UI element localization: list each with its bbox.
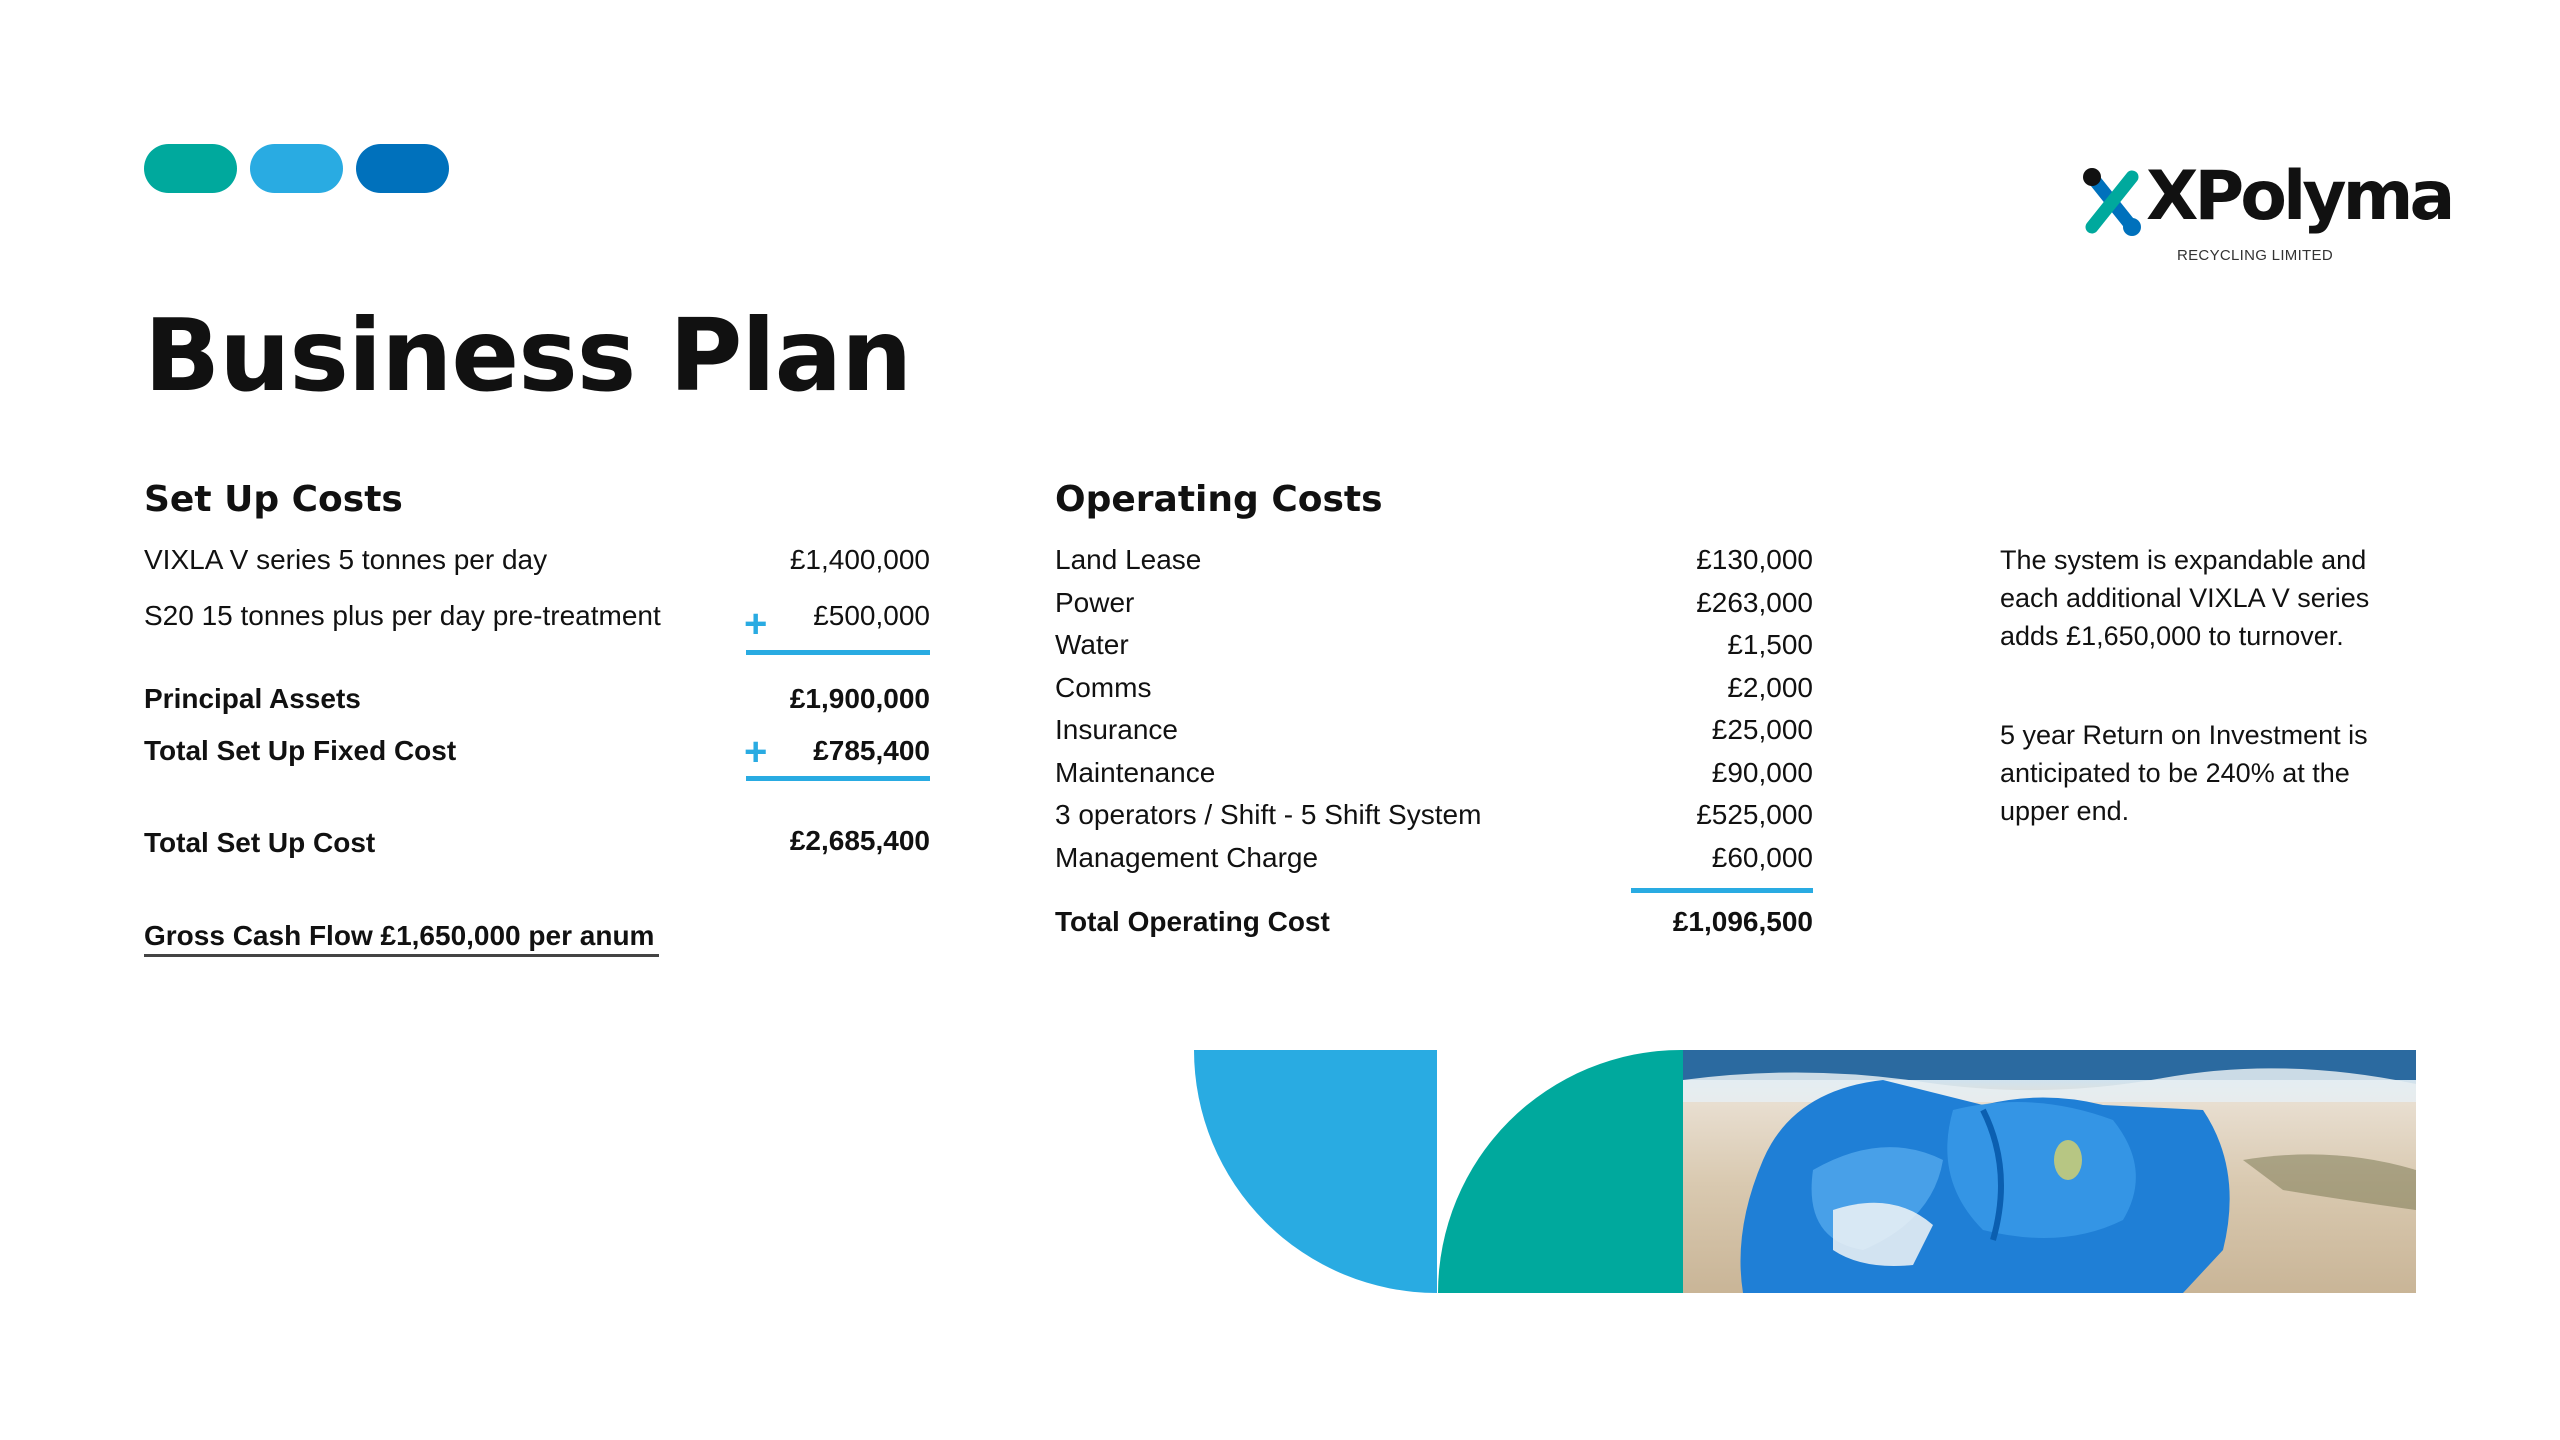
gross-cash-flow-underline [144, 954, 659, 957]
setup-item-label: S20 15 tonnes plus per day pre-treatment [144, 600, 661, 631]
principal-assets-label: Principal Assets [144, 683, 361, 714]
total-setup-label: Total Set Up Cost [144, 827, 376, 858]
decorative-quarter-circle-teal [1438, 1050, 1683, 1293]
operating-item-label: Comms [1055, 672, 1152, 703]
accent-pill-blue [356, 144, 449, 193]
roi-note: 5 year Return on Investment is anticipated to be 240% at the upper end. [2000, 720, 2368, 826]
operating-item-value: £60,000 [1711, 842, 1813, 873]
total-operating-value: £1,096,500 [1672, 906, 1813, 937]
operating-heading: Operating Costs [1055, 479, 1383, 520]
setup-item-value: £500,000 [813, 600, 930, 631]
operating-item-label: Insurance [1055, 714, 1178, 745]
operating-item-value: £130,000 [1696, 544, 1813, 575]
setup-heading: Set Up Costs [144, 479, 403, 520]
operating-item-label: Land Lease [1055, 544, 1202, 575]
operating-item-value: £2,000 [1727, 672, 1813, 703]
operating-item-value: £1,500 [1727, 629, 1813, 660]
total-setup-value: £2,685,400 [789, 825, 930, 856]
operating-item-label: Water [1055, 629, 1129, 660]
sum-rule [746, 650, 930, 655]
company-logo [2080, 155, 2452, 270]
sum-rule [746, 776, 930, 781]
operating-item-label: Management Charge [1055, 842, 1319, 873]
principal-assets-value: £1,900,000 [789, 683, 930, 714]
operating-item-value: £263,000 [1696, 587, 1813, 618]
sum-rule [1631, 888, 1813, 893]
logo-subtitle: RECYCLING LIMITED [2177, 247, 2333, 264]
operating-item-value: £90,000 [1711, 757, 1813, 788]
accent-pill-light-blue [250, 144, 343, 193]
plastic-bag-illustration [1683, 1050, 2416, 1293]
fixed-cost-value: £785,400 [813, 735, 930, 766]
operating-item-label: 3 operators / Shift - 5 Shift System [1055, 799, 1482, 830]
operating-item-value: £25,000 [1711, 714, 1813, 745]
plus-icon: + [744, 602, 768, 646]
operating-item-label: Maintenance [1055, 757, 1216, 788]
plus-icon: + [744, 730, 768, 774]
setup-item-label: VIXLA V series 5 tonnes per day [144, 544, 548, 575]
x-mark-icon [2080, 165, 2144, 237]
gross-cash-flow: Gross Cash Flow £1,650,000 per anum [144, 920, 655, 951]
accent-pill-teal [144, 144, 237, 193]
plastic-bag-beach-photo [1683, 1050, 2416, 1293]
fixed-cost-label: Total Set Up Fixed Cost [144, 735, 457, 766]
setup-item-value: £1,400,000 [789, 544, 930, 575]
expandability-note: The system is expandable and each additional VIXLA V series adds £1,650,000 to turnover. [2000, 545, 2370, 651]
operating-item-value: £525,000 [1696, 799, 1813, 830]
page-title: Business Plan [144, 297, 912, 414]
operating-item-label: Power [1055, 587, 1135, 618]
logo-wordmark: XPolyma [2146, 157, 2452, 236]
decorative-quarter-circle-blue [1194, 1050, 1437, 1293]
total-operating-label: Total Operating Cost [1055, 906, 1330, 937]
